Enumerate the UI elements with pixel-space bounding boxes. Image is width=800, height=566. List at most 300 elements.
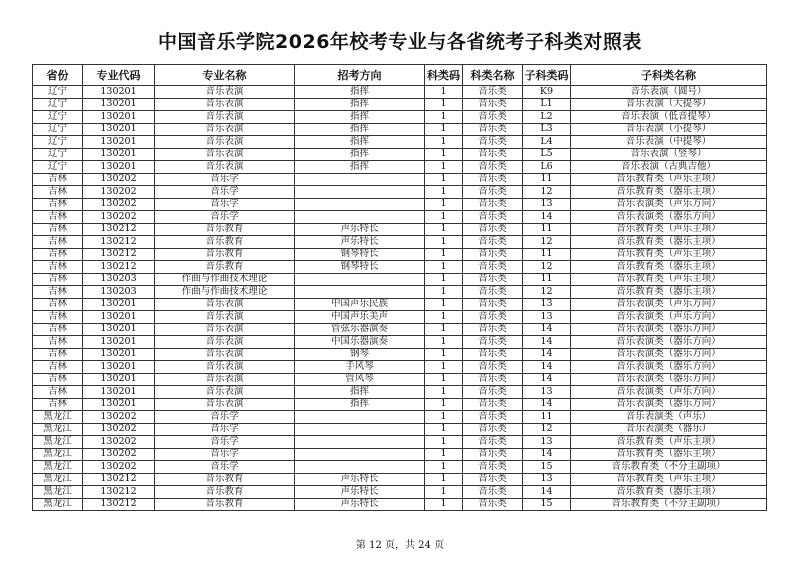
cell-major-name: 音乐学 <box>155 448 295 461</box>
table-row <box>33 411 767 424</box>
cell-subcategory-code: 14 <box>523 486 571 499</box>
cell-category-code: 1 <box>425 86 463 99</box>
cell-category-code: 1 <box>425 123 463 136</box>
cell-direction: 中国乐器演奏 <box>295 336 425 349</box>
cell-category-code: 1 <box>425 411 463 424</box>
cell-direction <box>295 211 425 224</box>
cell-subcategory-name: 音乐表演（圆号） <box>571 86 767 99</box>
cell-direction: 声乐特长 <box>295 236 425 249</box>
table-row <box>33 323 767 336</box>
cell-major-code: 130212 <box>83 261 155 274</box>
cell-category-code: 1 <box>425 361 463 374</box>
cell-province: 黑龙江 <box>33 448 83 461</box>
cell-direction <box>295 173 425 186</box>
cell-major-code: 130202 <box>83 411 155 424</box>
table-row <box>33 448 767 461</box>
table-row <box>33 461 767 474</box>
cell-direction: 手风琴 <box>295 361 425 374</box>
cell-subcategory-code: 14 <box>523 348 571 361</box>
cell-subcategory-code: K9 <box>523 86 571 99</box>
cell-subcategory-name: 音乐表演类（器乐方向） <box>571 398 767 411</box>
cell-province: 黑龙江 <box>33 486 83 499</box>
cell-province: 辽宁 <box>33 148 83 161</box>
cell-major-code: 130201 <box>83 86 155 99</box>
table-row <box>33 398 767 411</box>
cell-subcategory-code: L6 <box>523 161 571 174</box>
table-row <box>33 498 767 511</box>
cell-direction: 指挥 <box>295 148 425 161</box>
cell-major-code: 130202 <box>83 198 155 211</box>
page-title: 中国音乐学院2026年校考专业与各省统考子科类对照表 <box>158 31 642 53</box>
cell-direction: 钢琴特长 <box>295 261 425 274</box>
cell-major-code: 130202 <box>83 436 155 449</box>
cell-category-name: 音乐类 <box>463 273 523 286</box>
table-row <box>33 436 767 449</box>
header-major-name: 专业名称 <box>155 65 295 86</box>
cell-province: 吉林 <box>33 211 83 224</box>
cell-province: 辽宁 <box>33 86 83 99</box>
cell-major-name: 音乐表演 <box>155 386 295 399</box>
cell-category-name: 音乐类 <box>463 448 523 461</box>
cell-category-code: 1 <box>425 498 463 511</box>
table-row <box>33 298 767 311</box>
cell-province: 吉林 <box>33 361 83 374</box>
cell-major-code: 130201 <box>83 361 155 374</box>
cell-subcategory-code: 13 <box>523 386 571 399</box>
table-row <box>33 473 767 486</box>
cell-major-code: 130202 <box>83 211 155 224</box>
cell-category-name: 音乐类 <box>463 486 523 499</box>
cell-category-code: 1 <box>425 311 463 324</box>
cell-subcategory-name: 音乐教育类（器乐主项） <box>571 186 767 199</box>
cell-category-name: 音乐类 <box>463 398 523 411</box>
cell-subcategory-code: 13 <box>523 473 571 486</box>
cell-major-code: 130201 <box>83 311 155 324</box>
cell-category-code: 1 <box>425 161 463 174</box>
cell-category-name: 音乐类 <box>463 411 523 424</box>
cell-direction: 指挥 <box>295 86 425 99</box>
header-direction: 招考方向 <box>295 65 425 86</box>
cell-category-name: 音乐类 <box>463 373 523 386</box>
cell-province: 吉林 <box>33 248 83 261</box>
cell-major-code: 130201 <box>83 148 155 161</box>
cell-subcategory-code: 13 <box>523 298 571 311</box>
cell-subcategory-code: L3 <box>523 123 571 136</box>
cell-direction: 声乐特长 <box>295 223 425 236</box>
cell-subcategory-name: 音乐表演类（器乐方向） <box>571 336 767 349</box>
cell-subcategory-code: 13 <box>523 311 571 324</box>
cell-subcategory-code: 14 <box>523 448 571 461</box>
cell-province: 黑龙江 <box>33 461 83 474</box>
cell-direction: 中国声乐民族 <box>295 298 425 311</box>
cell-category-code: 1 <box>425 111 463 124</box>
cell-province: 吉林 <box>33 386 83 399</box>
cell-major-name: 音乐表演 <box>155 111 295 124</box>
table-row <box>33 423 767 436</box>
cell-major-code: 130202 <box>83 173 155 186</box>
cell-category-name: 音乐类 <box>463 386 523 399</box>
cell-major-name: 音乐表演 <box>155 398 295 411</box>
header-major-code: 专业代码 <box>83 65 155 86</box>
table-row <box>33 361 767 374</box>
cell-subcategory-name: 音乐教育类（器乐主项） <box>571 448 767 461</box>
cell-subcategory-name: 音乐教育类（器乐主项） <box>571 286 767 299</box>
cell-category-name: 音乐类 <box>463 161 523 174</box>
cell-major-name: 音乐表演 <box>155 361 295 374</box>
cell-major-code: 130201 <box>83 161 155 174</box>
cell-category-name: 音乐类 <box>463 361 523 374</box>
cell-direction <box>295 423 425 436</box>
cell-category-name: 音乐类 <box>463 336 523 349</box>
cell-major-code: 130212 <box>83 248 155 261</box>
table-row <box>33 98 767 111</box>
cell-subcategory-name: 音乐教育类（不分主副项） <box>571 498 767 511</box>
cell-province: 吉林 <box>33 336 83 349</box>
cell-subcategory-code: 12 <box>523 423 571 436</box>
cell-major-name: 音乐表演 <box>155 336 295 349</box>
cell-category-code: 1 <box>425 98 463 111</box>
table-row <box>33 198 767 211</box>
cell-direction: 钢琴 <box>295 348 425 361</box>
cell-major-name: 音乐表演 <box>155 298 295 311</box>
cell-subcategory-name: 音乐表演类（声乐方向） <box>571 298 767 311</box>
cell-major-code: 130212 <box>83 223 155 236</box>
cell-category-name: 音乐类 <box>463 198 523 211</box>
cell-subcategory-name: 音乐教育类（器乐主项） <box>571 261 767 274</box>
header-category-code: 科类码 <box>425 65 463 86</box>
cell-category-code: 1 <box>425 261 463 274</box>
cell-subcategory-name: 音乐表演（小提琴） <box>571 123 767 136</box>
cell-subcategory-code: L1 <box>523 98 571 111</box>
table-row <box>33 261 767 274</box>
cell-major-name: 音乐学 <box>155 423 295 436</box>
cell-subcategory-name: 音乐教育类（声乐主项） <box>571 223 767 236</box>
cell-category-name: 音乐类 <box>463 473 523 486</box>
cell-province: 辽宁 <box>33 98 83 111</box>
cell-subcategory-name: 音乐表演类（声乐方向） <box>571 311 767 324</box>
cell-province: 吉林 <box>33 311 83 324</box>
cell-category-name: 音乐类 <box>463 298 523 311</box>
cell-major-name: 音乐表演 <box>155 348 295 361</box>
cell-province: 吉林 <box>33 298 83 311</box>
cell-category-code: 1 <box>425 336 463 349</box>
table-row <box>33 286 767 299</box>
cell-province: 辽宁 <box>33 136 83 149</box>
cell-province: 吉林 <box>33 223 83 236</box>
table-row <box>33 186 767 199</box>
cell-category-code: 1 <box>425 248 463 261</box>
cell-major-code: 130202 <box>83 461 155 474</box>
cell-subcategory-name: 音乐表演（古典吉他） <box>571 161 767 174</box>
mapping-table <box>32 64 767 511</box>
cell-major-name: 音乐表演 <box>155 123 295 136</box>
cell-major-name: 音乐学 <box>155 411 295 424</box>
cell-major-name: 音乐学 <box>155 461 295 474</box>
cell-direction: 指挥 <box>295 123 425 136</box>
cell-direction: 中国声乐美声 <box>295 311 425 324</box>
cell-subcategory-code: L5 <box>523 148 571 161</box>
cell-category-code: 1 <box>425 148 463 161</box>
table-row <box>33 148 767 161</box>
table-row <box>33 161 767 174</box>
cell-major-code: 130202 <box>83 186 155 199</box>
cell-direction <box>295 198 425 211</box>
cell-major-code: 130212 <box>83 486 155 499</box>
table-row <box>33 173 767 186</box>
cell-major-code: 130212 <box>83 236 155 249</box>
cell-category-code: 1 <box>425 461 463 474</box>
cell-subcategory-code: 13 <box>523 198 571 211</box>
cell-direction: 声乐特长 <box>295 498 425 511</box>
cell-category-code: 1 <box>425 373 463 386</box>
cell-subcategory-code: 12 <box>523 236 571 249</box>
cell-direction: 钢琴特长 <box>295 248 425 261</box>
cell-major-name: 音乐教育 <box>155 473 295 486</box>
cell-subcategory-code: 14 <box>523 211 571 224</box>
cell-category-code: 1 <box>425 473 463 486</box>
cell-subcategory-code: 12 <box>523 261 571 274</box>
cell-major-code: 130201 <box>83 386 155 399</box>
cell-category-code: 1 <box>425 236 463 249</box>
cell-major-code: 130201 <box>83 348 155 361</box>
cell-subcategory-name: 音乐教育类（声乐主项） <box>571 273 767 286</box>
cell-category-code: 1 <box>425 211 463 224</box>
cell-category-name: 音乐类 <box>463 136 523 149</box>
cell-major-code: 130203 <box>83 273 155 286</box>
cell-subcategory-code: 14 <box>523 373 571 386</box>
table-row <box>33 336 767 349</box>
cell-subcategory-name: 音乐表演类（声乐方向） <box>571 386 767 399</box>
table-row <box>33 223 767 236</box>
cell-major-name: 音乐表演 <box>155 136 295 149</box>
cell-major-name: 音乐表演 <box>155 86 295 99</box>
cell-direction <box>295 461 425 474</box>
cell-direction: 指挥 <box>295 398 425 411</box>
cell-subcategory-name: 音乐表演（竖琴） <box>571 148 767 161</box>
cell-province: 黑龙江 <box>33 473 83 486</box>
cell-major-name: 音乐表演 <box>155 161 295 174</box>
cell-subcategory-name: 音乐表演（中提琴） <box>571 136 767 149</box>
cell-province: 吉林 <box>33 186 83 199</box>
table-row <box>33 273 767 286</box>
header-subcategory-code: 子科类码 <box>523 65 571 86</box>
cell-subcategory-code: 13 <box>523 436 571 449</box>
cell-direction <box>295 273 425 286</box>
cell-major-code: 130201 <box>83 98 155 111</box>
cell-major-name: 音乐学 <box>155 198 295 211</box>
cell-subcategory-name: 音乐表演类（声乐方向） <box>571 198 767 211</box>
cell-direction: 指挥 <box>295 111 425 124</box>
table-row <box>33 123 767 136</box>
cell-major-code: 130201 <box>83 111 155 124</box>
cell-subcategory-code: 12 <box>523 286 571 299</box>
cell-category-name: 音乐类 <box>463 211 523 224</box>
cell-major-name: 音乐教育 <box>155 498 295 511</box>
cell-major-code: 130201 <box>83 298 155 311</box>
cell-subcategory-code: 11 <box>523 273 571 286</box>
cell-province: 吉林 <box>33 348 83 361</box>
cell-direction <box>295 411 425 424</box>
table-row <box>33 236 767 249</box>
header-subcategory-name: 子科类名称 <box>571 65 767 86</box>
cell-direction: 管风琴 <box>295 373 425 386</box>
cell-subcategory-code: 15 <box>523 461 571 474</box>
cell-direction: 管弦乐器演奏 <box>295 323 425 336</box>
cell-subcategory-name: 音乐教育类（器乐主项） <box>571 236 767 249</box>
cell-major-name: 音乐教育 <box>155 261 295 274</box>
cell-subcategory-code: L2 <box>523 111 571 124</box>
cell-subcategory-code: 12 <box>523 186 571 199</box>
table-row <box>33 386 767 399</box>
table-row <box>33 373 767 386</box>
cell-subcategory-name: 音乐教育类（声乐主项） <box>571 173 767 186</box>
cell-subcategory-name: 音乐表演（低音提琴） <box>571 111 767 124</box>
cell-direction: 指挥 <box>295 161 425 174</box>
cell-subcategory-code: 14 <box>523 336 571 349</box>
cell-province: 黑龙江 <box>33 423 83 436</box>
cell-subcategory-code: 11 <box>523 223 571 236</box>
cell-subcategory-name: 音乐表演类（器乐方向） <box>571 211 767 224</box>
cell-major-code: 130212 <box>83 498 155 511</box>
cell-major-code: 130201 <box>83 136 155 149</box>
cell-subcategory-code: 11 <box>523 248 571 261</box>
cell-subcategory-code: 14 <box>523 323 571 336</box>
cell-direction: 指挥 <box>295 136 425 149</box>
cell-major-code: 130201 <box>83 123 155 136</box>
cell-province: 吉林 <box>33 323 83 336</box>
cell-province: 吉林 <box>33 398 83 411</box>
cell-category-code: 1 <box>425 173 463 186</box>
cell-category-name: 音乐类 <box>463 461 523 474</box>
cell-subcategory-name: 音乐表演类（器乐方向） <box>571 348 767 361</box>
cell-major-name: 作曲与作曲技术理论 <box>155 273 295 286</box>
cell-major-code: 130203 <box>83 286 155 299</box>
cell-category-name: 音乐类 <box>463 436 523 449</box>
cell-province: 黑龙江 <box>33 498 83 511</box>
cell-category-name: 音乐类 <box>463 236 523 249</box>
cell-category-code: 1 <box>425 136 463 149</box>
cell-province: 辽宁 <box>33 111 83 124</box>
cell-major-name: 音乐教育 <box>155 486 295 499</box>
cell-province: 吉林 <box>33 286 83 299</box>
cell-subcategory-name: 音乐教育类（声乐主项） <box>571 436 767 449</box>
cell-major-name: 音乐表演 <box>155 323 295 336</box>
cell-direction <box>295 286 425 299</box>
cell-major-name: 音乐表演 <box>155 98 295 111</box>
cell-province: 辽宁 <box>33 123 83 136</box>
cell-major-code: 130212 <box>83 473 155 486</box>
cell-category-code: 1 <box>425 486 463 499</box>
cell-direction: 指挥 <box>295 98 425 111</box>
cell-subcategory-code: 11 <box>523 411 571 424</box>
cell-major-code: 130202 <box>83 423 155 436</box>
table-row <box>33 311 767 324</box>
cell-category-name: 音乐类 <box>463 348 523 361</box>
cell-province: 黑龙江 <box>33 436 83 449</box>
cell-direction <box>295 448 425 461</box>
table-row <box>33 86 767 99</box>
table-row <box>33 248 767 261</box>
cell-subcategory-code: 15 <box>523 498 571 511</box>
cell-subcategory-name: 音乐表演类（器乐方向） <box>571 361 767 374</box>
cell-major-code: 130201 <box>83 323 155 336</box>
cell-province: 吉林 <box>33 198 83 211</box>
cell-province: 黑龙江 <box>33 411 83 424</box>
cell-category-name: 音乐类 <box>463 311 523 324</box>
cell-direction: 指挥 <box>295 386 425 399</box>
cell-category-name: 音乐类 <box>463 86 523 99</box>
cell-category-code: 1 <box>425 386 463 399</box>
table-row <box>33 486 767 499</box>
cell-major-name: 音乐学 <box>155 211 295 224</box>
table-row <box>33 136 767 149</box>
cell-category-name: 音乐类 <box>463 248 523 261</box>
cell-category-name: 音乐类 <box>463 223 523 236</box>
cell-subcategory-code: L4 <box>523 136 571 149</box>
cell-category-name: 音乐类 <box>463 323 523 336</box>
cell-category-name: 音乐类 <box>463 98 523 111</box>
cell-subcategory-name: 音乐教育类（声乐主项） <box>571 248 767 261</box>
cell-direction <box>295 186 425 199</box>
cell-category-name: 音乐类 <box>463 261 523 274</box>
cell-category-code: 1 <box>425 348 463 361</box>
cell-province: 吉林 <box>33 373 83 386</box>
cell-province: 吉林 <box>33 236 83 249</box>
cell-category-name: 音乐类 <box>463 173 523 186</box>
cell-category-code: 1 <box>425 423 463 436</box>
cell-subcategory-name: 音乐表演类（声乐） <box>571 411 767 424</box>
cell-direction <box>295 436 425 449</box>
cell-province: 吉林 <box>33 261 83 274</box>
header-row <box>33 65 767 86</box>
cell-major-name: 音乐教育 <box>155 236 295 249</box>
header-category-name: 科类名称 <box>463 65 523 86</box>
cell-category-code: 1 <box>425 448 463 461</box>
cell-major-name: 音乐表演 <box>155 148 295 161</box>
cell-subcategory-name: 音乐教育类（声乐主项） <box>571 473 767 486</box>
cell-subcategory-name: 音乐表演类（器乐方向） <box>571 373 767 386</box>
cell-major-name: 音乐学 <box>155 186 295 199</box>
cell-subcategory-name: 音乐表演类（器乐） <box>571 423 767 436</box>
cell-major-code: 130201 <box>83 398 155 411</box>
cell-category-code: 1 <box>425 223 463 236</box>
cell-major-name: 音乐教育 <box>155 248 295 261</box>
cell-category-name: 音乐类 <box>463 498 523 511</box>
cell-category-code: 1 <box>425 298 463 311</box>
cell-subcategory-name: 音乐教育类（不分主副项） <box>571 461 767 474</box>
table-body <box>33 86 767 511</box>
table-row <box>33 348 767 361</box>
cell-category-code: 1 <box>425 273 463 286</box>
cell-subcategory-code: 11 <box>523 173 571 186</box>
page-number: 第 12 页，共 24 页 <box>355 540 445 551</box>
cell-major-code: 130202 <box>83 448 155 461</box>
cell-major-code: 130201 <box>83 336 155 349</box>
cell-subcategory-name: 音乐表演（大提琴） <box>571 98 767 111</box>
cell-province: 吉林 <box>33 273 83 286</box>
cell-subcategory-name: 音乐表演类（器乐方向） <box>571 323 767 336</box>
cell-subcategory-name: 音乐教育类（器乐主项） <box>571 486 767 499</box>
cell-category-name: 音乐类 <box>463 286 523 299</box>
cell-major-name: 音乐教育 <box>155 223 295 236</box>
cell-direction: 声乐特长 <box>295 473 425 486</box>
header-province: 省份 <box>33 65 83 86</box>
cell-major-name: 作曲与作曲技术理论 <box>155 286 295 299</box>
cell-category-code: 1 <box>425 436 463 449</box>
cell-province: 吉林 <box>33 173 83 186</box>
cell-subcategory-code: 14 <box>523 398 571 411</box>
cell-major-code: 130201 <box>83 373 155 386</box>
